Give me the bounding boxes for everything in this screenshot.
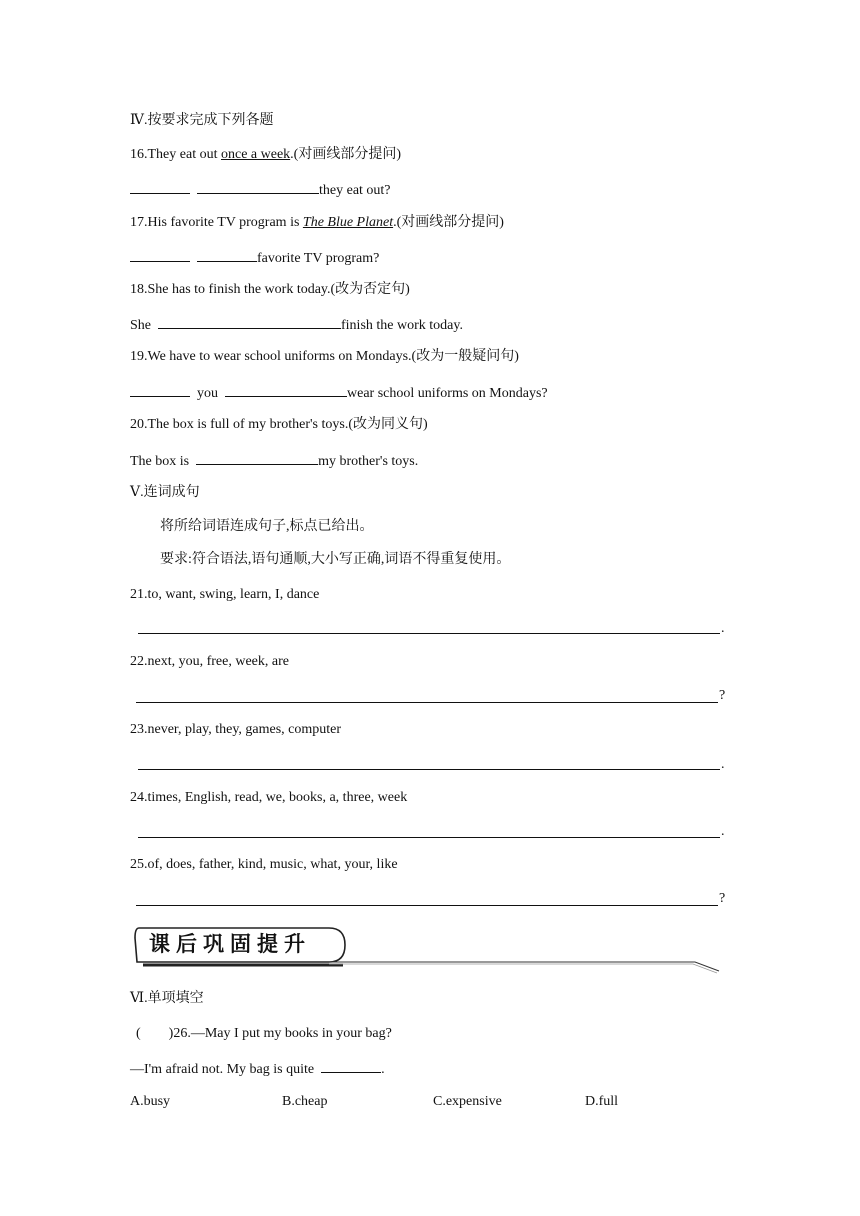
answer-line[interactable] bbox=[136, 905, 718, 906]
option-c[interactable]: C.expensive bbox=[433, 1094, 502, 1109]
question-16 bbox=[130, 146, 401, 164]
q17-underlined: The Blue Planet bbox=[302, 215, 394, 230]
q16-instruction: .(对画线部分提问) bbox=[290, 147, 401, 162]
section-6-title: Ⅵ.单项填空 bbox=[130, 991, 204, 1006]
q19-answer-tail: wear school uniforms on Mondays? bbox=[347, 386, 548, 401]
q20-answer-head: The box is bbox=[130, 454, 190, 469]
q26-reply bbox=[130, 1059, 385, 1079]
question-20: 20.The box is full of my brother's toys.(改为同义句) bbox=[130, 417, 428, 432]
question-24: 24.times, English, read, we, books, a, three, week bbox=[130, 790, 408, 805]
q26-question: 26.—May I put my books in your bag? bbox=[173, 1026, 392, 1041]
q17-answer bbox=[130, 248, 379, 268]
question-25: 25.of, does, father, kind, music, what, your, like bbox=[130, 857, 398, 872]
question-18: 18.She has to finish the work today.(改为否定句) bbox=[130, 282, 410, 297]
q16-text: 16.They eat out bbox=[130, 147, 221, 162]
banner-title: 课后巩固提升 bbox=[149, 932, 311, 956]
q23-punctuation: . bbox=[721, 757, 725, 772]
question-19: 19.We have to wear school uniforms on Mondays.(改为一般疑问句) bbox=[130, 349, 519, 364]
q18-answer-head: She bbox=[130, 318, 151, 333]
answer-blank[interactable] bbox=[197, 180, 319, 194]
answer-blank[interactable] bbox=[196, 451, 318, 465]
q19-answer bbox=[130, 383, 548, 403]
section-banner bbox=[133, 926, 723, 974]
q25-punctuation: ? bbox=[719, 891, 726, 906]
q18-answer bbox=[130, 315, 463, 335]
section-5-instruction-2: 要求:符合语法,语句通顺,大小写正确,词语不得重复使用。 bbox=[160, 552, 511, 567]
answer-line[interactable] bbox=[138, 633, 720, 634]
q26-reply-end: . bbox=[381, 1062, 385, 1077]
q16-answer bbox=[130, 180, 391, 200]
section-4-title: Ⅳ.按要求完成下列各题 bbox=[130, 113, 274, 128]
question-17 bbox=[130, 214, 504, 232]
q17-text: 17.His favorite TV program is bbox=[130, 215, 303, 230]
q19-answer-mid: you bbox=[197, 386, 218, 401]
q20-answer bbox=[130, 451, 418, 471]
option-a[interactable]: A.busy bbox=[130, 1094, 171, 1109]
answer-line[interactable] bbox=[138, 769, 720, 770]
question-22: 22.next, you, free, week, are bbox=[130, 654, 289, 669]
answer-blank[interactable] bbox=[158, 315, 341, 329]
option-b[interactable]: B.cheap bbox=[282, 1094, 328, 1109]
answer-blank[interactable] bbox=[225, 383, 347, 397]
answer-blank[interactable] bbox=[197, 248, 257, 262]
q16-underlined: once a week bbox=[220, 147, 291, 162]
answer-line[interactable] bbox=[138, 837, 720, 838]
question-26 bbox=[136, 1025, 392, 1043]
q17-instruction: .(对画线部分提问) bbox=[393, 215, 504, 230]
question-23: 23.never, play, they, games, computer bbox=[130, 722, 342, 737]
q20-answer-tail: my brother's toys. bbox=[318, 454, 419, 469]
q21-punctuation: . bbox=[721, 621, 725, 636]
q24-punctuation: . bbox=[721, 824, 725, 839]
answer-line[interactable] bbox=[136, 702, 718, 703]
section-5-title: Ⅴ.连词成句 bbox=[130, 485, 200, 500]
q16-answer-tail: they eat out? bbox=[319, 183, 391, 198]
q17-answer-tail: favorite TV program? bbox=[257, 251, 380, 266]
section-5-instruction-1: 将所给词语连成句子,标点已给出。 bbox=[160, 519, 374, 534]
answer-parentheses[interactable]: ( ) bbox=[136, 1026, 174, 1041]
q22-punctuation: ? bbox=[719, 688, 726, 703]
q26-reply-text: —I'm afraid not. My bag is quite bbox=[130, 1062, 315, 1077]
answer-blank[interactable] bbox=[130, 383, 190, 397]
question-21: 21.to, want, swing, learn, I, dance bbox=[130, 587, 320, 602]
answer-blank[interactable] bbox=[130, 180, 190, 194]
answer-blank[interactable] bbox=[321, 1059, 381, 1073]
q18-answer-tail: finish the work today. bbox=[341, 318, 463, 333]
option-d[interactable]: D.full bbox=[585, 1094, 619, 1109]
answer-blank[interactable] bbox=[130, 248, 190, 262]
